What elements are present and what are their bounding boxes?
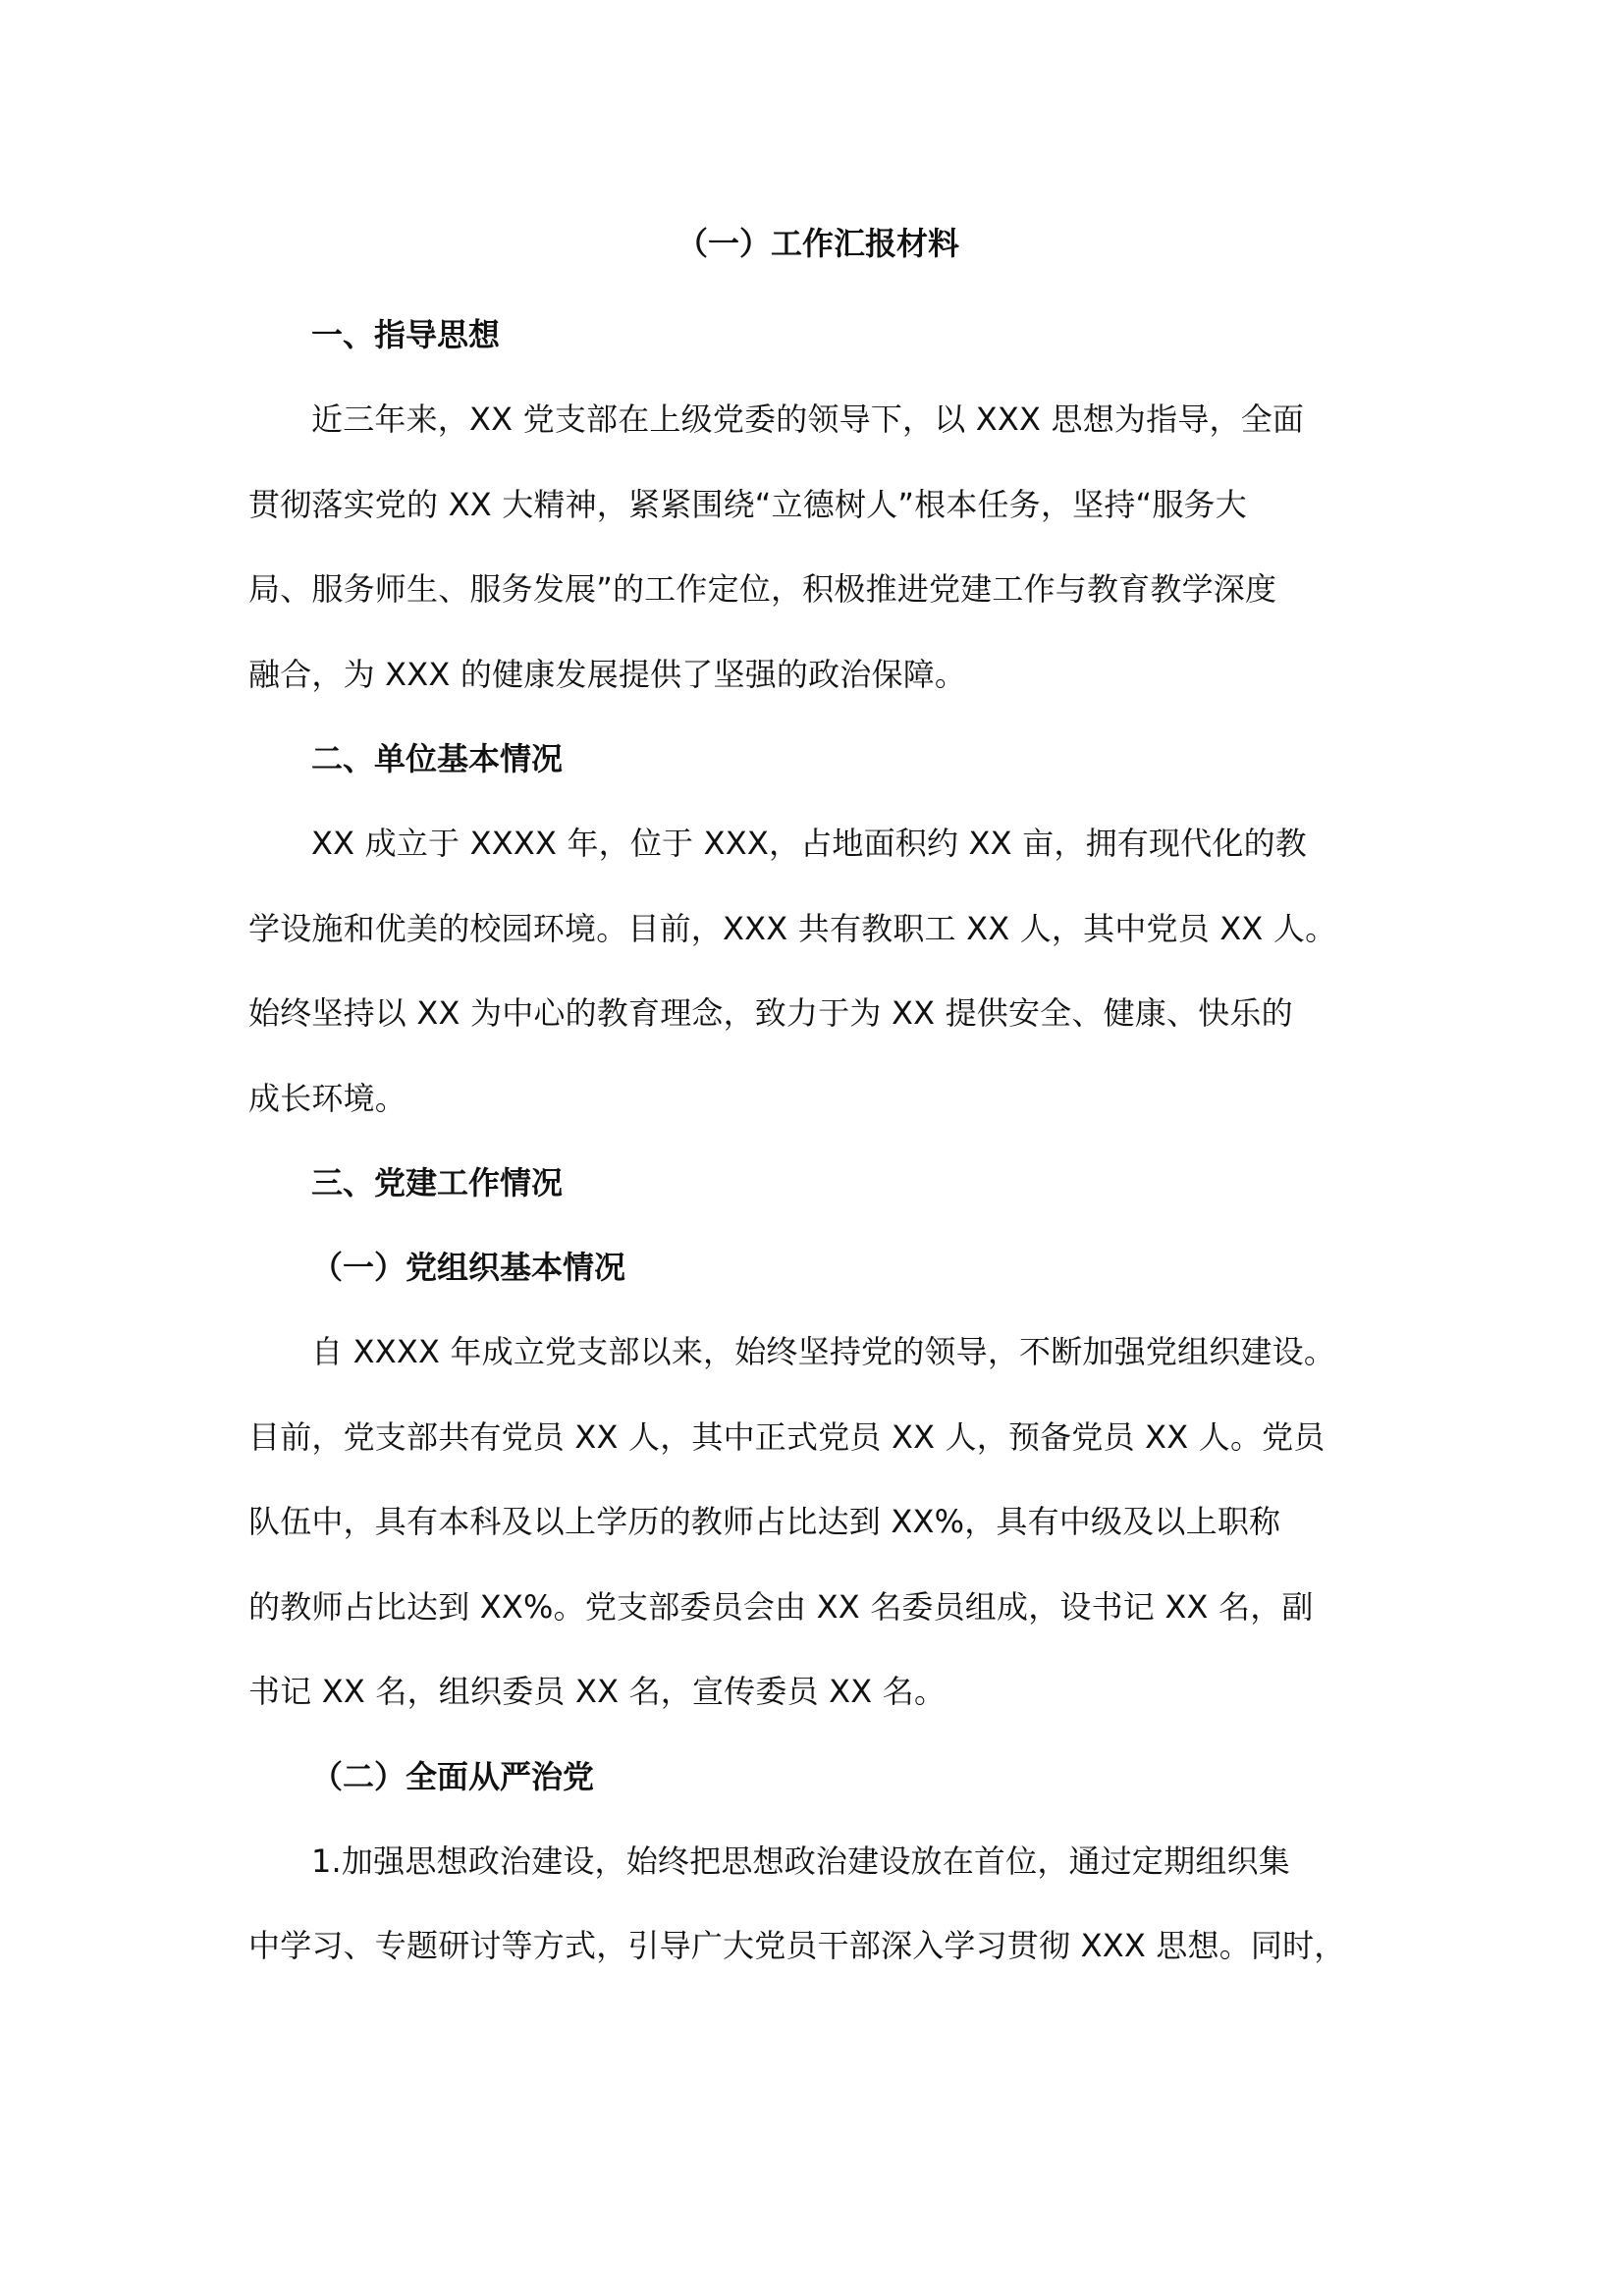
- subsection-heading-party-organization: （一）党组织基本情况: [311, 1249, 626, 1286]
- text-line: 学设施和优美的校园环境。目前，XXX 共有教职工 XX 人，其中党员 XX 人。: [248, 909, 1337, 947]
- paragraph-party-organization: [248, 1309, 1387, 1735]
- text-line: 始终坚持以 XX 为中心的教育理念，致力于为 XX 提供安全、健康、快乐的: [248, 994, 1293, 1032]
- text-line: 队伍中，具有本科及以上学历的教师占比达到 XX%，具有中级及以上职称: [248, 1503, 1281, 1540]
- text-line: 局、服务师生、服务发展”的工作定位，积极推进党建工作与教育教学深度: [248, 570, 1277, 608]
- text-line: 目前，党支部共有党员 XX 人，其中正式党员 XX 人，预备党员 XX 人。党员: [248, 1417, 1326, 1456]
- paragraph-unit-overview: [248, 801, 1387, 1141]
- text-line: XX 成立于 XXXX 年，位于 XXX，占地面积约 XX 亩，拥有现代化的教: [311, 825, 1307, 862]
- text-line: 贯彻落实党的 XX 大精神，紧紧围绕“立德树人”根本任务，坚持“服务大: [248, 485, 1247, 523]
- text-line: 成长环境。: [248, 1079, 407, 1117]
- text-line: 自 XXXX 年成立党支部以来，始终坚持党的领导，不断加强党组织建设。: [311, 1333, 1336, 1370]
- section-heading-party-building: 三、党建工作情况: [311, 1164, 564, 1201]
- text-line: 1.加强思想政治建设，始终把思想政治建设放在首位，通过定期组织集: [311, 1842, 1290, 1880]
- text-line: 融合，为 XXX 的健康发展提供了坚强的政治保障。: [248, 655, 967, 693]
- paragraph-guiding-ideology: [248, 377, 1387, 717]
- document-title: （一）工作汇报材料: [676, 225, 959, 262]
- subsection-heading-strict-governance: （二）全面从严治党: [311, 1757, 595, 1795]
- text-line: 书记 XX 名，组织委员 XX 名，宣传委员 XX 名。: [248, 1673, 947, 1710]
- document-body: [248, 225, 1387, 2009]
- text-line: 的教师占比达到 XX%。党支部委员会由 XX 名委员组成，设书记 XX 名，副: [248, 1587, 1314, 1626]
- text-line: 中学习、专题研讨等方式，引导广大党员干部深入学习贯彻 XXX 思想。同时，: [248, 1927, 1346, 1964]
- text-line: 近三年来，XX 党支部在上级党委的领导下，以 XXX 思想为指导，全面: [311, 400, 1305, 438]
- section-heading-unit-overview: 二、单位基本情况: [311, 740, 564, 777]
- paragraph-strict-governance: [248, 1819, 1387, 1989]
- section-heading-guiding-ideology: 一、指导思想: [311, 316, 501, 353]
